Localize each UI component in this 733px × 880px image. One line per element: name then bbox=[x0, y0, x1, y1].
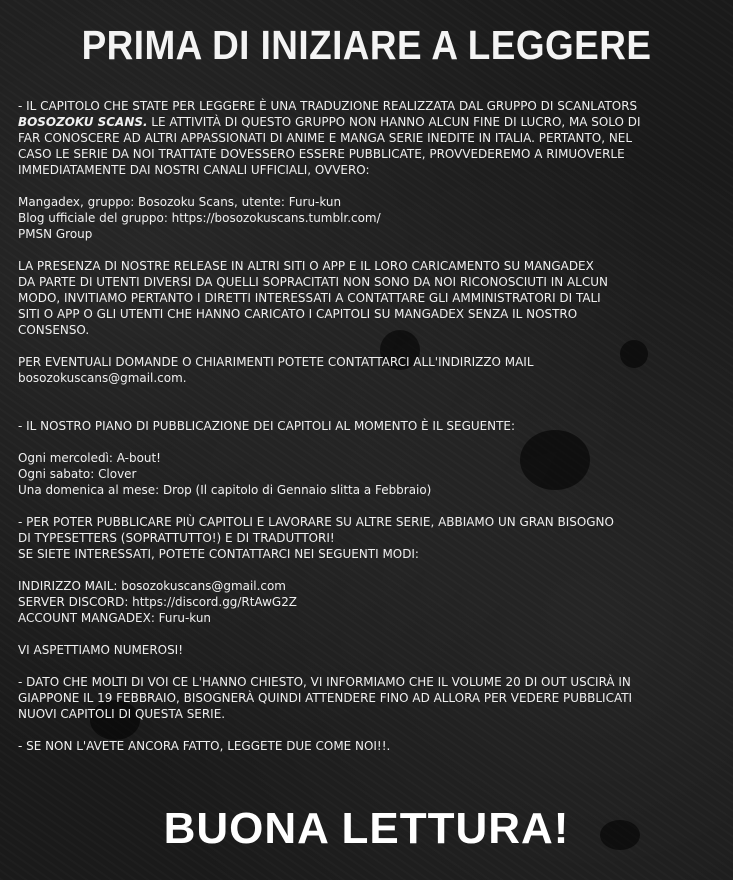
closing-paragraph bbox=[18, 738, 718, 754]
notice-body bbox=[18, 98, 718, 770]
footer-banner: BUONA LETTURA! bbox=[163, 804, 570, 853]
recruit-line: - PER POTER PUBBLICARE PIÙ CAPITOLI E LAVORARE SU ALTRE SERIE, ABBIAMO UN GRAN BISOGNO bbox=[18, 515, 614, 529]
intro-line: - IL CAPITOLO CHE STATE PER LEGGERE È UNA TRADUZIONE REALIZZATA DAL GRUPPO DI SCANLATORS bbox=[18, 99, 638, 113]
contact-line: PER EVENTUALI DOMANDE O CHIARIMENTI POTETE CONTATTARCI ALL'INDIRIZZO MAIL bbox=[18, 355, 534, 369]
closing-line: - SE NON L'AVETE ANCORA FATTO, LEGGETE DUE COME NOI!!. bbox=[18, 739, 391, 753]
volume-paragraph bbox=[18, 674, 718, 722]
group-name: BOSOZOKU SCANS. bbox=[18, 115, 148, 129]
waiting-paragraph bbox=[18, 642, 718, 658]
volume-line: NUOVI CAPITOLI DI QUESTA SERIE. bbox=[18, 707, 226, 721]
channel-item: Blog ufficiale del gruppo: https://bosozokuscans.tumblr.com/ bbox=[18, 211, 381, 225]
contact-item: SERVER DISCORD: https://discord.gg/RtAwG2Z bbox=[18, 595, 298, 609]
contact-paragraph bbox=[18, 354, 718, 386]
volume-line: - DATO CHE MOLTI DI VOI CE L'HANNO CHIESTO, VI INFORMIAMO CHE IL VOLUME 20 DI OUT USCIRÀ IN bbox=[18, 675, 631, 689]
schedule-item: Ogni sabato: Clover bbox=[18, 467, 137, 481]
contact-email: bosozokuscans@gmail.com. bbox=[18, 371, 187, 385]
schedule-item: Ogni mercoledì: A-bout! bbox=[18, 451, 161, 465]
presence-line: MODO, INVITIAMO PERTANTO I DIRETTI INTERESSATI A CONTATTARE GLI AMMINISTRATORI DI TALI bbox=[18, 291, 601, 305]
presence-line: SITI O APP O GLI UTENTI CHE HANNO CARICATO I CAPITOLI SU MANGADEX SENZA IL NOSTRO bbox=[18, 307, 578, 321]
channel-item: Mangadex, gruppo: Bosozoku Scans, utente: Furu-kun bbox=[18, 195, 342, 209]
recruit-paragraph bbox=[18, 514, 718, 562]
intro-line-rest: LE ATTIVITÀ DI QUESTO GRUPPO NON HANNO ALCUN FINE DI LUCRO, MA SOLO DI bbox=[147, 115, 641, 129]
channels-list bbox=[18, 194, 718, 242]
intro-line: FAR CONOSCERE AD ALTRI APPASSIONATI DI ANIME E MANGA SERIE INEDITE IN ITALIA. PERTANTO, NEL bbox=[18, 131, 633, 145]
volume-line: GIAPPONE IL 19 FEBBRAIO, BISOGNERÀ QUINDI ATTENDERE FINO AD ALLORA PER VEDERE PUBBLICATI bbox=[18, 691, 633, 705]
presence-line: DA PARTE DI UTENTI DIVERSI DA QUELLI SOPRACITATI NON SONO DA NOI RICONOSCIUTI IN ALCUN bbox=[18, 275, 608, 289]
presence-line: LA PRESENZA DI NOSTRE RELEASE IN ALTRI SITI O APP E IL LORO CARICAMENTO SU MANGADEX bbox=[18, 259, 594, 273]
contact-item: INDIRIZZO MAIL: bosozokuscans@gmail.com bbox=[18, 579, 286, 593]
plan-intro-line: - IL NOSTRO PIANO DI PUBBLICAZIONE DEI CAPITOLI AL MOMENTO È IL SEGUENTE: bbox=[18, 419, 516, 433]
contacts-list bbox=[18, 578, 718, 626]
intro-paragraph bbox=[18, 98, 718, 178]
recruit-line: DI TYPESETTERS (SOPRATTUTTO!) E DI TRADUTTORI! bbox=[18, 531, 335, 545]
schedule-item: Una domenica al mese: Drop (Il capitolo di Gennaio slitta a Febbraio) bbox=[18, 483, 432, 497]
schedule-list bbox=[18, 450, 718, 498]
presence-paragraph bbox=[18, 258, 718, 338]
channel-item: PMSN Group bbox=[18, 227, 93, 241]
intro-line: CASO LE SERIE DA NOI TRATTATE DOVESSERO ESSERE PUBBLICATE, PROVVEDEREMO A RIMUOVERLE bbox=[18, 147, 625, 161]
presence-line: CONSENSO. bbox=[18, 323, 90, 337]
intro-line: IMMEDIATAMENTE DAI NOSTRI CANALI UFFICIALI, OVVERO: bbox=[18, 163, 370, 177]
recruit-line: SE SIETE INTERESSATI, POTETE CONTATTARCI NEI SEGUENTI MODI: bbox=[18, 547, 419, 561]
plan-intro bbox=[18, 418, 718, 434]
contact-item: ACCOUNT MANGADEX: Furu-kun bbox=[18, 611, 212, 625]
waiting-line: VI ASPETTIAMO NUMEROSI! bbox=[18, 643, 183, 657]
intro-line bbox=[18, 114, 716, 130]
page-title: PRIMA DI INIZIARE A LEGGERE bbox=[81, 22, 652, 68]
